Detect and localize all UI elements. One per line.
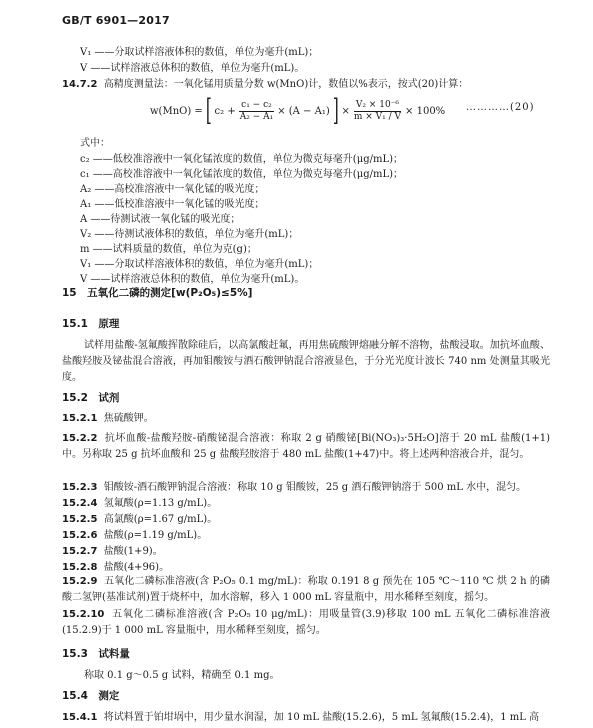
reagent-15-2-2: [62, 431, 550, 463]
item-number: 15.4.1: [62, 712, 98, 723]
reagent-15-2-10: [62, 607, 550, 639]
def-a2: A₂ ——高校准溶液中一氧化锰的吸光度；: [80, 184, 265, 195]
heading-15-3: 15.3 试料量: [62, 648, 130, 660]
formula-times-diff: × (A − A₁): [277, 105, 330, 117]
def-c2: c₂ ——低校准溶液中一氧化锰浓度的数值，单位为微克每毫升(μg/mL)；: [80, 154, 403, 165]
formula-percent: × 100%: [405, 105, 446, 117]
item-text: 高氯酸(ρ=1.67 g/mL)。: [103, 514, 218, 525]
formula-c2: c₂ +: [214, 105, 236, 117]
standard-code-header: GB/T 6901—2017: [62, 14, 170, 27]
reagent-15-2-3: [62, 481, 526, 494]
reagent-15-2-9: [62, 574, 550, 606]
item-text: 氢氟酸(ρ=1.13 g/mL)。: [103, 498, 218, 509]
right-bracket: ]: [332, 93, 339, 128]
def-m: m ——试料质量的数值，单位为克(g)；: [80, 244, 257, 255]
fraction-1-denominator: A₂ − A₁: [239, 111, 274, 122]
heading-15-2: 15.2 试剂: [62, 392, 120, 404]
def-v2: V₂ ——待测试液体积的数值，单位为毫升(mL)；: [80, 229, 299, 240]
item-number: 15.2.10: [62, 609, 105, 620]
section-15-title: 15 五氧化二磷的测定[w(P₂O₅)≤5%]: [62, 287, 253, 299]
item-text: 钼酸铵-酒石酸钾钠混合溶液：称取 10 g 钼酸铵，25 g 酒石酸钾钠溶于 500 mL 水中，混匀。: [103, 482, 527, 493]
heading-15-1: 15.1 原理: [62, 318, 120, 330]
formula-fraction-1: [238, 100, 275, 123]
fraction-1-numerator: c₁ − c₂: [241, 99, 272, 110]
def-a1: A₁ ——低校准溶液中一氧化锰的吸光度；: [80, 199, 265, 210]
item-number: 15.2.9: [62, 576, 98, 587]
item-number: 15.2.8: [62, 562, 98, 573]
clause-14-7-2: [62, 78, 468, 91]
reagent-15-2-1: [62, 412, 154, 425]
times-sign: ×: [341, 105, 350, 117]
item-text: 抗坏血酸-盐酸羟胺-硝酸铋混合溶液：称取 2 g 硝酸铋[Bi(NO₃)₃·5H₂O]溶于 20 mL 盐酸(1+1)中。另称取 25 g 抗坏血酸和 25 g 盐酸羟胺溶于 480 mL 盐酸(1+47)中。将上述两种溶液合并，混匀。: [62, 433, 550, 460]
sample-mass-paragraph: 称取 0.1 g～0.5 g 试料，精确至 0.1 mg。: [84, 670, 280, 681]
principle-paragraph: 试样用盐酸-氢氟酸挥散除硅后，以高氯酸赶氟，再用焦硫酸钾熔融分解不溶物，盐酸浸取。加抗坏血酸、盐酸羟胺及铋盐混合溶液，再加钼酸铵与酒石酸钾钠混合溶液显色，于分光光度计波长 740 nm 处测量其吸光度。: [62, 340, 550, 383]
item-number: 15.2.4: [62, 498, 98, 509]
def-v: V ——试样溶液总体积的数值，单位为毫升(mL)。: [80, 274, 305, 285]
formula-lhs: w(MnO) =: [150, 105, 203, 117]
heading-15-4: 15.4 测定: [62, 690, 120, 702]
reagent-15-2-5: [62, 513, 217, 526]
clause-number: 14.7.2: [62, 79, 98, 90]
formula-fraction-2: [352, 100, 403, 123]
item-text: 盐酸(4+96)。: [103, 562, 170, 573]
item-text: 将试料置于铂坩埚中，用少量水润湿，加 10 mL 盐酸(15.2.6)，5 mL 氢氟酸(15.2.4)，1 mL 高: [103, 712, 540, 723]
item-text: 五氧化二磷标准溶液(含 P₂O₅ 0.1 mg/mL)：称取 0.191 8 g 预先在 105 ℃～110 ℃ 烘 2 h 的磷酸二氢钾(基准试剂)置于烧杯中，加水溶解，移入 1 000 mL 容量瓶中，用水稀释至刻度，摇匀。: [62, 576, 551, 603]
left-bracket: [: [205, 93, 212, 128]
item-number: 15.2.6: [62, 530, 98, 541]
def-v1: V₁ ——分取试样溶液体积的数值，单位为毫升(mL)；: [80, 259, 319, 270]
def-v-top: V ——试样溶液总体积的数值，单位为毫升(mL)。: [80, 63, 305, 74]
def-a: A ——待测试液一氧化锰的吸光度；: [80, 214, 241, 225]
procedure-15-4-1: [62, 711, 539, 724]
fraction-2-denominator: m × V₁ / V: [353, 111, 402, 122]
item-number: 15.2.7: [62, 546, 98, 557]
def-v1-top: V₁ ——分取试样溶液体积的数值，单位为毫升(mL)；: [80, 47, 319, 58]
clause-text: 高精度测量法：一氧化锰用质量分数 w(MnO)计，数值以%表示，按式(20)计算：: [103, 79, 469, 90]
equation-number: …………(20): [466, 102, 535, 113]
reagent-15-2-6: [62, 529, 207, 542]
reagent-15-2-8: [62, 561, 169, 574]
item-number: 15.2.1: [62, 413, 98, 424]
item-number: 15.2.2: [62, 433, 98, 444]
reagent-15-2-7: [62, 545, 163, 558]
reagent-15-2-4: [62, 497, 217, 510]
item-number: 15.2.5: [62, 514, 98, 525]
item-text: 盐酸(ρ=1.19 g/mL)。: [103, 530, 208, 541]
def-c1: c₁ ——高校准溶液中一氧化锰浓度的数值，单位为微克每毫升(μg/mL)；: [80, 169, 403, 180]
where-label: 式中：: [80, 138, 110, 149]
item-number: 15.2.3: [62, 482, 98, 493]
fraction-2-numerator: V₂ × 10⁻⁶: [355, 99, 400, 110]
item-text: 五氧化二磷标准溶液(含 P₂O₅ 10 μg/mL)：用吸量管(3.9)移取 100 mL 五氧化二磷标准溶液(15.2.9)于 1 000 mL 容量瓶中，用水稀释至刻度，摇匀。: [62, 609, 551, 636]
item-text: 盐酸(1+9)。: [103, 546, 163, 557]
item-text: 焦硫酸钾。: [103, 413, 154, 424]
